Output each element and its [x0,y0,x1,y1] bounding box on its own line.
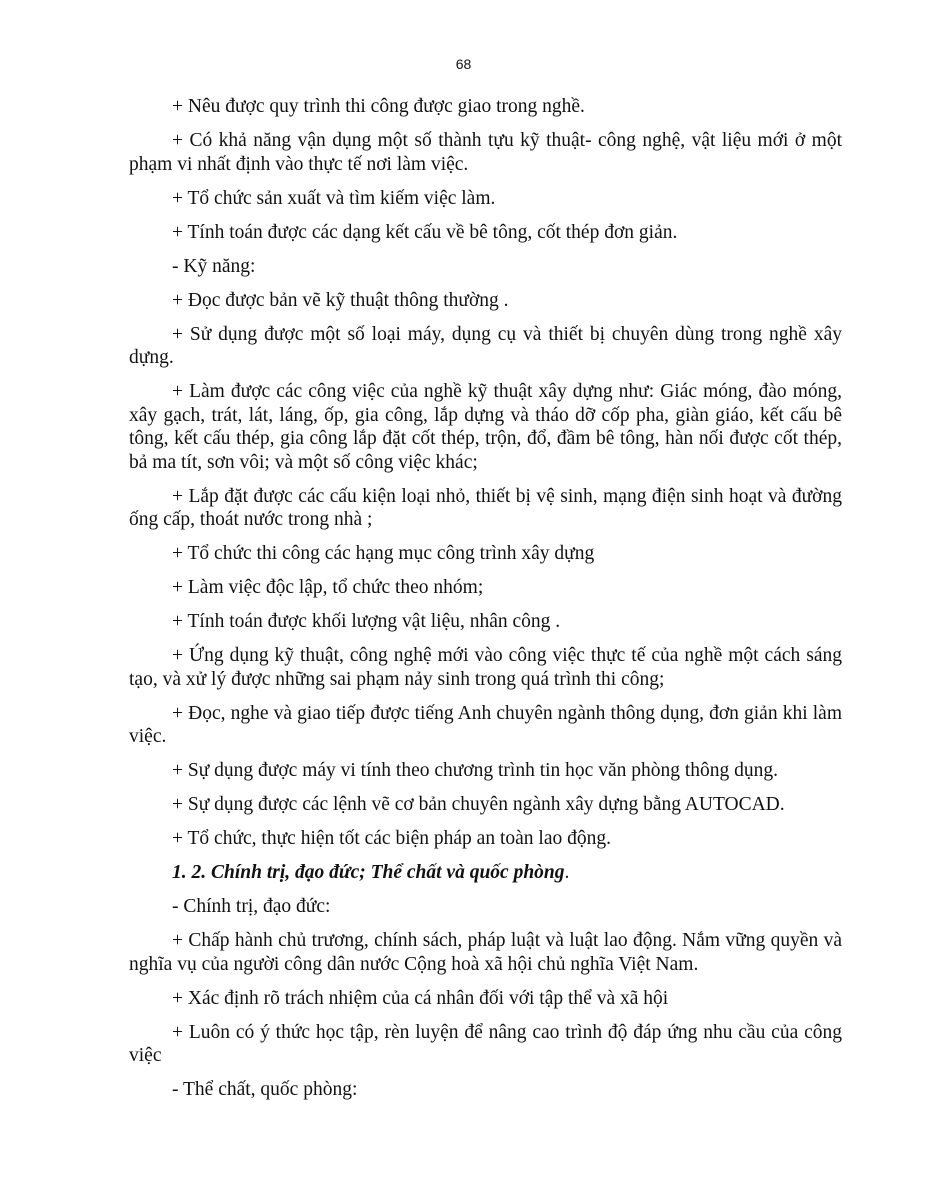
section-label: - Thể chất, quốc phòng: [172,1079,358,1100]
paragraph: + Sự dụng được các lệnh vẽ cơ bản chuyên ngành xây dựng bằng AUTOCAD. [172,794,785,815]
paragraph: + Làm việc độc lập, tổ chức theo nhóm; [172,577,484,598]
paragraph: + Nêu được quy trình thi công được giao trong nghề. [172,96,585,117]
section-heading [129,861,842,885]
paragraph: + Tổ chức thi công các hạng mục công trình xây dựng [172,543,595,564]
paragraph: + Chấp hành chủ trương, chính sách, pháp luật và luật lao động. Nắm vững quyền và nghĩa vụ của người công dân nước Cộng hoà xã hội chủ nghĩa Việt Nam. [129,930,842,975]
paragraph: + Sử dụng được một số loại máy, dụng cụ và thiết bị chuyên dùng trong nghề xây dựng. [129,323,842,368]
paragraph: + Tổ chức, thực hiện tốt các biện pháp an toàn lao động. [172,828,611,849]
paragraph: + Tính toán được khối lượng vật liệu, nhân công . [172,611,561,632]
section-heading-text: 1. 2. Chính trị, đạo đức; Thể chất và quốc phòng [172,862,565,883]
paragraph: + Tính toán được các dạng kết cấu về bê tông, cốt thép đơn giản. [172,221,678,243]
section-label: - Chính trị, đạo đức: [172,896,331,917]
paragraph: + Đọc, nghe và giao tiếp được tiếng Anh chuyên ngành thông dụng, đơn giản khi làm việc. [129,702,842,747]
section-label: - Kỹ năng: [172,255,256,277]
paragraph: + Sự dụng được máy vi tính theo chương trình tin học văn phòng thông dụng. [172,760,779,781]
paragraph: + Đọc được bản vẽ kỹ thuật thông thường . [172,289,509,311]
paragraph: + Làm được các công việc của nghề kỹ thuật xây dựng như: Giác móng, đào móng, xây gạch, trát, lát, láng, ốp, gia công, lắp dựng và tháo dỡ cốp pha, giàn giáo, kết cấu bê tông, kết cấu thép, gia công lắp đặt cốt thép, trộn, đổ, đầm bê tông, hàn nối được cốt thép, bả ma tít, sơn vôi; và một số công việc khác; [129,381,842,473]
paragraph: + Luôn có ý thức học tập, rèn luyện để nâng cao trình độ đáp ứng nhu cầu của công việc [129,1021,842,1066]
section-heading-period: . [564,862,570,883]
paragraph: + Lắp đặt được các cấu kiện loại nhỏ, thiết bị vệ sinh, mạng điện sinh hoạt và đường ống cấp, thoát nước trong nhà ; [129,485,842,530]
paragraph: + Có khả năng vận dụng một số thành tựu kỹ thuật- công nghệ, vật liệu mới ở một phạm vi nhất định vào thực tế nơi làm việc. [129,130,842,175]
page-number: 68 [455,56,472,72]
paragraph: + Ứng dụng kỹ thuật, công nghệ mới vào công việc thực tế của nghề một cách sáng tạo, và xử lý được những sai phạm nảy sinh trong quá trình thi công; [129,645,842,690]
paragraph: + Xác định rõ trách nhiệm của cá nhân đối với tập thể và xã hội [172,987,669,1009]
document-body [129,95,842,1112]
paragraph: + Tổ chức sản xuất và tìm kiếm việc làm. [172,187,496,209]
